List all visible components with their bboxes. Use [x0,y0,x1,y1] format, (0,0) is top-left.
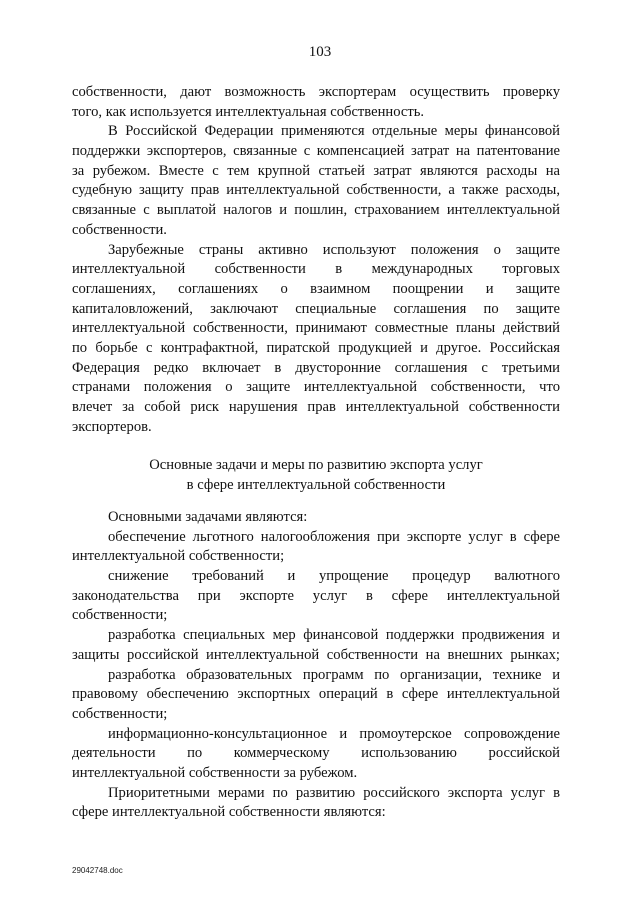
text-line: собственности; [72,607,168,624]
text-line: обеспечение льготного налогообложения при экспорте услуг в сфере [108,528,560,545]
text-line: правовому обеспечению экспортных операций в сфере интеллектуальной [72,686,560,703]
text-line: поддержки экспортеров, связанные с компенсацией затрат на патентование [72,143,560,160]
text-line: того, как используется интеллектуальная собственность. [72,103,425,120]
text-line: Федерация редко включает в двусторонние соглашения с третьими [72,359,560,376]
text-line: интеллектуальной собственности; [72,548,285,565]
text-line: Основными задачами являются: [108,509,308,525]
text-line: капиталовложений, заключают специальные соглашения по защите [72,300,560,317]
section-heading-line-2: в сфере интеллектуальной собственности [186,476,446,493]
text-line: соглашениях, соглашениях о взаимном поощрении и защите [72,280,560,297]
text-line: экспортеров. [72,418,152,435]
text-line: интеллектуальной собственности в международных торговых [72,261,560,278]
body-text-block-1 [72,83,560,437]
text-line: сфере интеллектуальной собственности являются: [72,804,386,821]
text-line: интеллектуальной собственности, принимают совместные планы действий [72,320,560,337]
text-line: интеллектуальной собственности за рубежом. [72,764,358,781]
section-heading-line-1: Основные задачи и меры по развитию экспорта услуг [149,457,483,473]
text-line: влечет за собой риск нарушения прав интеллектуальной собственности [72,399,560,415]
file-name-footer: 29042748.doc [72,866,123,875]
text-line: странами положения о защите интеллектуальной собственности, что [72,379,560,396]
text-line: защиты российской интеллектуальной собственности на внешних рынках; [72,646,560,663]
text-line: разработка образовательных программ по организации, технике и [108,666,560,683]
text-line: по борьбе с контрафактной, пиратской продукцией и другое. Российская [72,339,560,356]
text-line: В Российской Федерации применяются отдельные меры финансовой [108,123,560,140]
page-number: 103 [308,44,332,60]
text-line: связанные с выплатой налогов и пошлин, страхованием интеллектуальной [72,202,560,219]
text-line: законодательства при экспорте услуг в сфере интеллектуальной [72,587,560,604]
text-line: судебную защиту прав интеллектуальной собственности, а также расходы, [72,182,560,199]
text-line: деятельности по коммерческому использованию российской [72,745,560,762]
text-line: собственности. [72,221,167,238]
text-line: собственности, дают возможность экспортерам осуществить проверку [72,84,560,100]
text-line: за рубежом. Вместе с тем крупной статьей затрат являются расходы на [72,162,560,179]
section-heading [72,456,560,495]
body-text-block-2 [72,508,560,823]
text-line: снижение требований и упрощение процедур валютного [108,568,560,585]
text-line: разработка специальных мер финансовой поддержки продвижения и [108,627,560,644]
text-line: Приоритетными мерами по развитию российского экспорта услуг в [108,784,560,801]
text-line: Зарубежные страны активно используют положения о защите [108,241,560,258]
text-line: информационно-консультационное и промоутерское сопровождение [108,725,560,742]
text-line: собственности; [72,705,168,722]
